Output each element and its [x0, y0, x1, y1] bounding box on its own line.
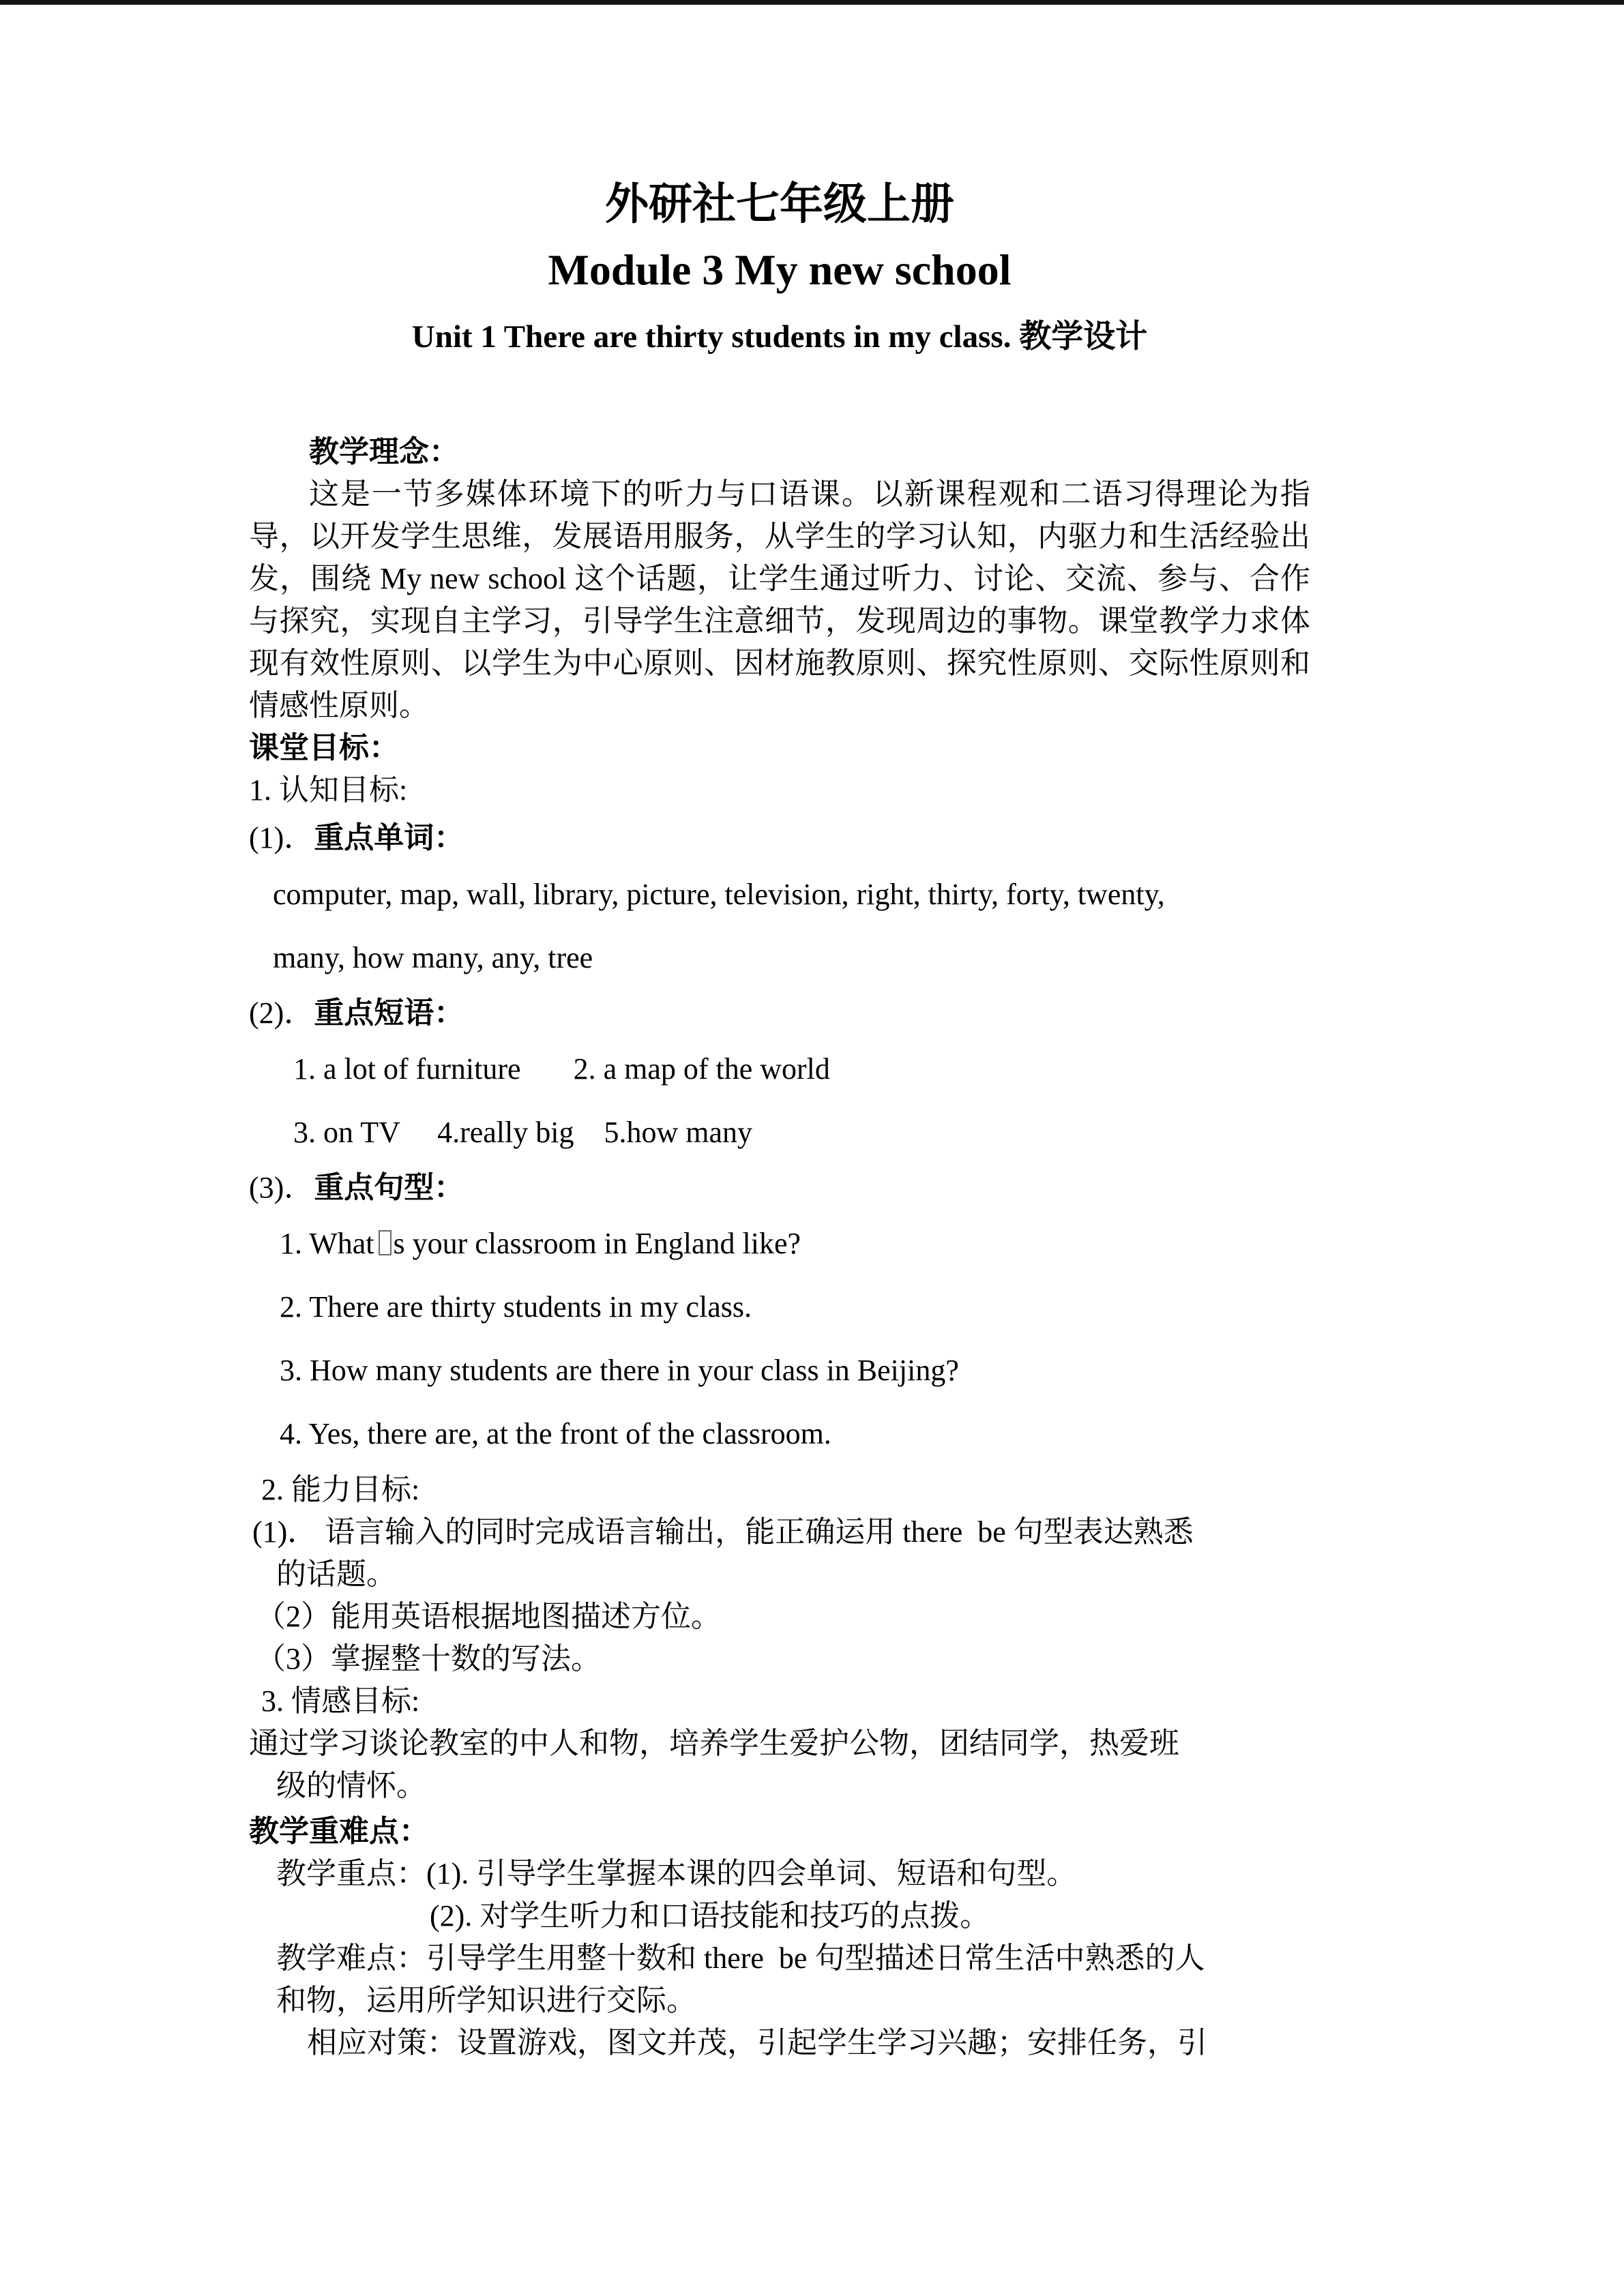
key-sentences-heading — [249, 1164, 1310, 1212]
teaching-focus-line-2: (2). 对学生听力和口语技能和技巧的点拨。 — [430, 1899, 990, 1933]
missing-glyph-box — [379, 1230, 392, 1255]
key-sentence-3: 3. How many students are there in your class in Beijing? — [280, 1354, 959, 1387]
document-content — [249, 172, 1310, 2064]
key-points-heading: 教学重难点： — [249, 1815, 429, 1848]
strategy-line: 相应对策：设置游戏，图文并茂，引起学生学习兴趣；安排任务，引 — [307, 2026, 1207, 2059]
key-words-label: 重点单词： — [314, 821, 464, 854]
concept-heading: 教学理念： — [309, 435, 459, 468]
key-words-prefix: (1)． — [249, 821, 314, 854]
emotion-goal-line-2: 级的情怀。 — [276, 1769, 426, 1802]
key-phrases-line-2: 3. on TV 4.really big 5.how many — [293, 1116, 752, 1149]
emotion-goal-line-1: 通过学习谈论教室的中人和物，培养学生爱护公物，团结同学，热爱班 — [249, 1727, 1179, 1760]
teaching-difficulty-line-2: 和物，运用所学知识进行交际。 — [276, 1984, 696, 2017]
title-module: Module 3 My new school — [548, 245, 1012, 294]
title-book: 外研社七年级上册 — [605, 180, 954, 228]
ability-item-1-line-2: 的话题。 — [276, 1557, 396, 1591]
key-words-line-2: many, how many, any, tree — [273, 941, 593, 974]
ability-item-3: （3）掌握整十数的写法。 — [256, 1642, 601, 1675]
key-phrases-prefix: (2)． — [249, 996, 314, 1030]
cognitive-goal-label: 1. 认知目标: — [249, 773, 408, 807]
ability-goal-label: 2. 能力目标: — [261, 1473, 420, 1506]
emotion-goal-label: 3. 情感目标: — [261, 1684, 420, 1718]
key-phrases-heading — [249, 989, 1310, 1037]
key-sentences-label: 重点句型： — [314, 1171, 464, 1204]
key-sentences-prefix: (3)． — [249, 1171, 314, 1204]
concept-paragraph: 这是一节多媒体环境下的听力与口语课。以新课程观和二语习得理论为指导，以开发学生思维，发展语用服务，从学生的学习认知，内驱力和生活经验出发，围绕 My new school 这个话题，让学生通过听力、讨论、交流、参与、合作与探究，实现自主学习，引导学生注意细节，发现周边的事物。课堂教学力求体现有效性原则、以学生为中心原则、因材施教原则、探究性原则、交际性原则和情感性原则。 — [249, 477, 1310, 722]
objectives-heading: 课堂目标： — [249, 731, 399, 764]
key-sentence-1-post: s your classroom in England like? — [393, 1227, 801, 1260]
key-sentence-4: 4. Yes, there are, at the front of the classroom. — [280, 1417, 831, 1450]
key-phrases-label: 重点短语： — [314, 996, 464, 1030]
ability-item-1-line-1: (1)． 语言输入的同时完成语言输出，能正确运用 there be 句型表达熟悉 — [252, 1515, 1194, 1549]
key-sentence-1-pre: 1. What — [280, 1227, 374, 1260]
ability-item-2: （2）能用英语根据地图描述方位。 — [256, 1600, 721, 1633]
key-sentence-1 — [249, 1212, 1310, 1275]
key-sentence-2: 2. There are thirty students in my class. — [280, 1290, 752, 1324]
teaching-difficulty-line-1: 教学难点：引导学生用整十数和 there be 句型描述日常生活中熟悉的人 — [276, 1941, 1205, 1975]
teaching-focus-line-1: 教学重点：(1). 引导学生掌握本课的四会单词、短语和句型。 — [276, 1857, 1077, 1890]
title-unit: Unit 1 There are thirty students in my class. 教学设计 — [411, 319, 1148, 355]
key-phrases-line-1: 1. a lot of furniture 2. a map of the world — [293, 1052, 830, 1086]
page-top-border — [0, 0, 1624, 5]
key-words-line-1: computer, map, wall, library, picture, television, right, thirty, forty, twenty, — [273, 878, 1165, 911]
key-words-heading — [249, 817, 1310, 859]
spacer — [249, 364, 1310, 431]
